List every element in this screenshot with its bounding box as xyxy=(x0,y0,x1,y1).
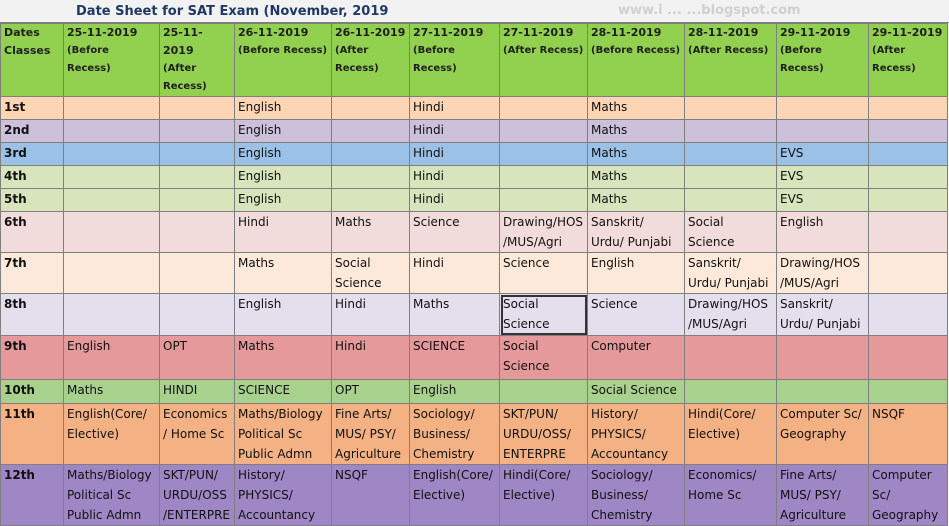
subject-cell[interactable] xyxy=(500,189,588,212)
subject-cell[interactable]: Drawing/HOS /MUS/Agri xyxy=(685,294,777,336)
class-name-cell: 12th xyxy=(1,465,64,526)
date-column-header xyxy=(332,24,410,97)
subject-cell[interactable] xyxy=(777,336,869,380)
subject-cell[interactable]: Social Science xyxy=(500,336,588,380)
class-name-cell: 5th xyxy=(1,189,64,212)
subject-cell[interactable] xyxy=(500,97,588,120)
subject-cell[interactable] xyxy=(64,97,160,120)
subject-cell[interactable] xyxy=(332,120,410,143)
subject-cell[interactable]: Maths xyxy=(588,143,685,166)
subject-cell[interactable]: NSQF xyxy=(332,465,410,526)
subject-cell[interactable]: Maths/Biology Political Sc Public Admn xyxy=(235,404,332,465)
dates-label: Dates xyxy=(4,26,40,39)
subject-cell[interactable]: NSQF xyxy=(869,404,948,465)
recess-session: (Before Recess) xyxy=(67,45,111,74)
exam-schedule-table xyxy=(0,23,948,526)
subject-cell[interactable] xyxy=(869,336,948,380)
subject-cell[interactable]: English xyxy=(777,212,869,253)
subject-cell[interactable]: English(Core/ Elective) xyxy=(64,404,160,465)
class-row xyxy=(1,166,948,189)
subject-cell[interactable]: Sanskrit/ Urdu/ Punjabi xyxy=(777,294,869,336)
recess-session: (After Recess) xyxy=(503,45,584,56)
subject-cell[interactable]: English xyxy=(235,143,332,166)
subject-cell[interactable]: English(Core/ Elective) xyxy=(410,465,500,526)
subject-cell[interactable] xyxy=(685,120,777,143)
exam-date: 25-11-2019 xyxy=(163,26,203,57)
class-name-cell: 7th xyxy=(1,253,64,294)
subject-cell[interactable]: Maths xyxy=(235,253,332,294)
recess-session: (Before Recess) xyxy=(413,45,457,74)
subject-cell[interactable] xyxy=(685,143,777,166)
class-row xyxy=(1,120,948,143)
recess-session: (After Recess) xyxy=(163,63,207,92)
subject-cell[interactable] xyxy=(869,120,948,143)
date-column-header xyxy=(588,24,685,97)
subject-cell[interactable]: Computer Sc/ Geography xyxy=(869,465,948,526)
subject-cell[interactable]: Science xyxy=(500,253,588,294)
subject-cell[interactable]: Hindi xyxy=(410,97,500,120)
subject-cell[interactable] xyxy=(685,97,777,120)
subject-cell[interactable] xyxy=(685,380,777,404)
watermark: www.i ... ...blogspot.com xyxy=(618,3,801,18)
exam-date: 27-11-2019 xyxy=(503,26,574,39)
subject-cell[interactable]: Hindi xyxy=(410,120,500,143)
subject-cell[interactable]: OPT xyxy=(160,336,235,380)
subject-cell[interactable] xyxy=(869,212,948,253)
subject-cell[interactable] xyxy=(869,166,948,189)
subject-cell[interactable]: Sanskrit/ Urdu/ Punjabi xyxy=(588,212,685,253)
date-column-header xyxy=(235,24,332,97)
class-name-cell: 1st xyxy=(1,97,64,120)
subject-cell[interactable] xyxy=(777,380,869,404)
subject-cell[interactable]: English xyxy=(235,189,332,212)
recess-session: (After Recess) xyxy=(688,45,769,56)
subject-cell[interactable]: English xyxy=(235,120,332,143)
subject-cell[interactable]: Maths xyxy=(410,294,500,336)
class-name-cell: 8th xyxy=(1,294,64,336)
subject-cell[interactable] xyxy=(160,97,235,120)
subject-cell[interactable]: SCIENCE xyxy=(235,380,332,404)
subject-cell[interactable]: Social Science xyxy=(588,380,685,404)
class-name-cell: 2nd xyxy=(1,120,64,143)
subject-cell[interactable] xyxy=(64,294,160,336)
subject-cell[interactable]: Hindi xyxy=(410,253,500,294)
subject-cell[interactable]: Hindi xyxy=(332,336,410,380)
class-row xyxy=(1,253,948,294)
recess-session: (Before Recess) xyxy=(238,45,328,56)
subject-cell[interactable] xyxy=(64,253,160,294)
subject-cell[interactable] xyxy=(160,166,235,189)
subject-cell[interactable] xyxy=(869,143,948,166)
subject-cell[interactable]: Hindi xyxy=(332,294,410,336)
subject-cell[interactable]: Maths xyxy=(588,189,685,212)
subject-cell[interactable] xyxy=(332,166,410,189)
recess-session: (After Recess) xyxy=(335,45,379,74)
date-column-header xyxy=(410,24,500,97)
sheet-title: Date Sheet for SAT Exam (November, 2019 xyxy=(76,4,389,19)
subject-cell[interactable]: Maths xyxy=(588,97,685,120)
subject-cell[interactable]: Social Science xyxy=(332,253,410,294)
subject-cell[interactable]: Hindi(Core/ Elective) xyxy=(500,465,588,526)
subject-cell[interactable]: Maths xyxy=(64,380,160,404)
subject-cell[interactable]: Computer xyxy=(588,336,685,380)
class-row xyxy=(1,97,948,120)
recess-session: (Before Recess) xyxy=(591,45,681,56)
header-row xyxy=(1,24,948,97)
date-column-header xyxy=(160,24,235,97)
recess-session: (Before Recess) xyxy=(780,45,824,74)
subject-cell[interactable]: Science xyxy=(588,294,685,336)
subject-cell[interactable] xyxy=(160,253,235,294)
subject-cell[interactable] xyxy=(160,294,235,336)
classes-label: Classes xyxy=(4,44,51,57)
subject-cell[interactable]: Hindi xyxy=(410,143,500,166)
subject-cell[interactable] xyxy=(64,143,160,166)
subject-cell[interactable]: Maths/Biology Political Sc Public Admn xyxy=(64,465,160,526)
subject-cell[interactable]: English xyxy=(235,294,332,336)
subject-cell[interactable] xyxy=(160,143,235,166)
subject-cell[interactable]: Science xyxy=(410,212,500,253)
subject-cell[interactable] xyxy=(160,189,235,212)
subject-cell[interactable] xyxy=(64,166,160,189)
subject-cell[interactable] xyxy=(64,120,160,143)
date-column-header xyxy=(777,24,869,97)
corner-header-cell xyxy=(1,24,64,97)
exam-date: 29-11-2019 xyxy=(780,26,851,39)
subject-cell[interactable]: EVS xyxy=(777,189,869,212)
exam-date: 28-11-2019 xyxy=(591,26,662,39)
subject-cell[interactable] xyxy=(869,294,948,336)
subject-cell[interactable] xyxy=(332,143,410,166)
title-bar xyxy=(0,0,949,23)
subject-cell[interactable]: Sanskrit/ Urdu/ Punjabi xyxy=(685,253,777,294)
exam-date: 29-11-2019 xyxy=(872,26,943,39)
subject-cell[interactable]: Maths xyxy=(588,120,685,143)
subject-cell[interactable] xyxy=(685,166,777,189)
class-row xyxy=(1,465,948,526)
subject-cell[interactable]: HINDI xyxy=(160,380,235,404)
date-column-header xyxy=(64,24,160,97)
subject-cell[interactable] xyxy=(777,120,869,143)
subject-cell[interactable]: Economics/ Home Sc xyxy=(685,465,777,526)
subject-cell[interactable] xyxy=(160,212,235,253)
subject-cell[interactable]: Hindi(Core/ Elective) xyxy=(685,404,777,465)
subject-cell[interactable] xyxy=(777,97,869,120)
date-column-header xyxy=(869,24,948,97)
subject-cell[interactable] xyxy=(685,336,777,380)
class-name-cell: 3rd xyxy=(1,143,64,166)
subject-cell[interactable] xyxy=(869,189,948,212)
subject-cell[interactable]: SKT/PUN/ URDU/OSS /ENTERPRE xyxy=(160,465,235,526)
subject-cell[interactable]: Fine Arts/ MUS/ PSY/ Agriculture xyxy=(332,404,410,465)
subject-cell[interactable]: EVS xyxy=(777,143,869,166)
subject-cell[interactable]: History/ PHYSICS/ Accountancy xyxy=(588,404,685,465)
subject-cell[interactable] xyxy=(64,212,160,253)
date-column-header xyxy=(500,24,588,97)
subject-cell[interactable] xyxy=(500,166,588,189)
subject-cell[interactable]: History/ PHYSICS/ Accountancy xyxy=(235,465,332,526)
subject-cell[interactable]: Maths xyxy=(588,166,685,189)
subject-cell[interactable]: English xyxy=(410,380,500,404)
subject-cell[interactable] xyxy=(500,143,588,166)
subject-cell[interactable] xyxy=(160,120,235,143)
subject-cell[interactable]: Sociology/ Business/ Chemistry xyxy=(410,404,500,465)
subject-cell[interactable]: Sociology/ Business/ Chemistry xyxy=(588,465,685,526)
subject-cell[interactable]: Computer Sc/ Geography xyxy=(777,404,869,465)
exam-date: 25-11-2019 xyxy=(67,26,138,39)
subject-cell[interactable]: Hindi xyxy=(410,189,500,212)
subject-cell[interactable]: Maths xyxy=(235,336,332,380)
class-name-cell: 10th xyxy=(1,380,64,404)
subject-cell[interactable]: SKT/PUN/ URDU/OSS/ ENTERPRE xyxy=(500,404,588,465)
subject-cell[interactable] xyxy=(869,380,948,404)
exam-date: 28-11-2019 xyxy=(688,26,759,39)
subject-cell[interactable]: Hindi xyxy=(410,166,500,189)
class-row xyxy=(1,336,948,380)
class-row xyxy=(1,380,948,404)
exam-date: 26-11-2019 xyxy=(238,26,309,39)
subject-cell[interactable]: EVS xyxy=(777,166,869,189)
subject-cell[interactable]: Social Science xyxy=(685,212,777,253)
class-row xyxy=(1,189,948,212)
subject-cell[interactable]: Hindi xyxy=(235,212,332,253)
subject-cell[interactable] xyxy=(64,189,160,212)
subject-cell[interactable]: English xyxy=(235,97,332,120)
subject-cell[interactable]: English xyxy=(588,253,685,294)
class-name-cell: 11th xyxy=(1,404,64,465)
subject-cell[interactable] xyxy=(869,97,948,120)
class-name-cell: 9th xyxy=(1,336,64,380)
class-row xyxy=(1,294,948,336)
subject-cell[interactable] xyxy=(332,189,410,212)
subject-cell[interactable] xyxy=(869,253,948,294)
subject-cell[interactable]: Fine Arts/ MUS/ PSY/ Agriculture xyxy=(777,465,869,526)
subject-cell[interactable]: Drawing/HOS /MUS/Agri xyxy=(500,212,588,253)
subject-cell[interactable]: Maths xyxy=(332,212,410,253)
class-row xyxy=(1,212,948,253)
date-column-header xyxy=(685,24,777,97)
class-name-cell: 6th xyxy=(1,212,64,253)
subject-cell[interactable]: SCIENCE xyxy=(410,336,500,380)
subject-cell[interactable] xyxy=(685,189,777,212)
class-row xyxy=(1,404,948,465)
subject-cell[interactable]: English xyxy=(64,336,160,380)
subject-cell[interactable] xyxy=(500,120,588,143)
subject-cell[interactable]: Economics / Home Sc xyxy=(160,404,235,465)
class-name-cell: 4th xyxy=(1,166,64,189)
exam-date: 26-11-2019 xyxy=(335,26,406,39)
subject-cell[interactable]: English xyxy=(235,166,332,189)
subject-cell[interactable]: Social Science xyxy=(500,294,588,336)
exam-date: 27-11-2019 xyxy=(413,26,484,39)
subject-cell[interactable] xyxy=(332,97,410,120)
subject-cell[interactable] xyxy=(500,380,588,404)
class-row xyxy=(1,143,948,166)
recess-session: (After Recess) xyxy=(872,45,916,74)
subject-cell[interactable]: Drawing/HOS /MUS/Agri xyxy=(777,253,869,294)
subject-cell[interactable]: OPT xyxy=(332,380,410,404)
